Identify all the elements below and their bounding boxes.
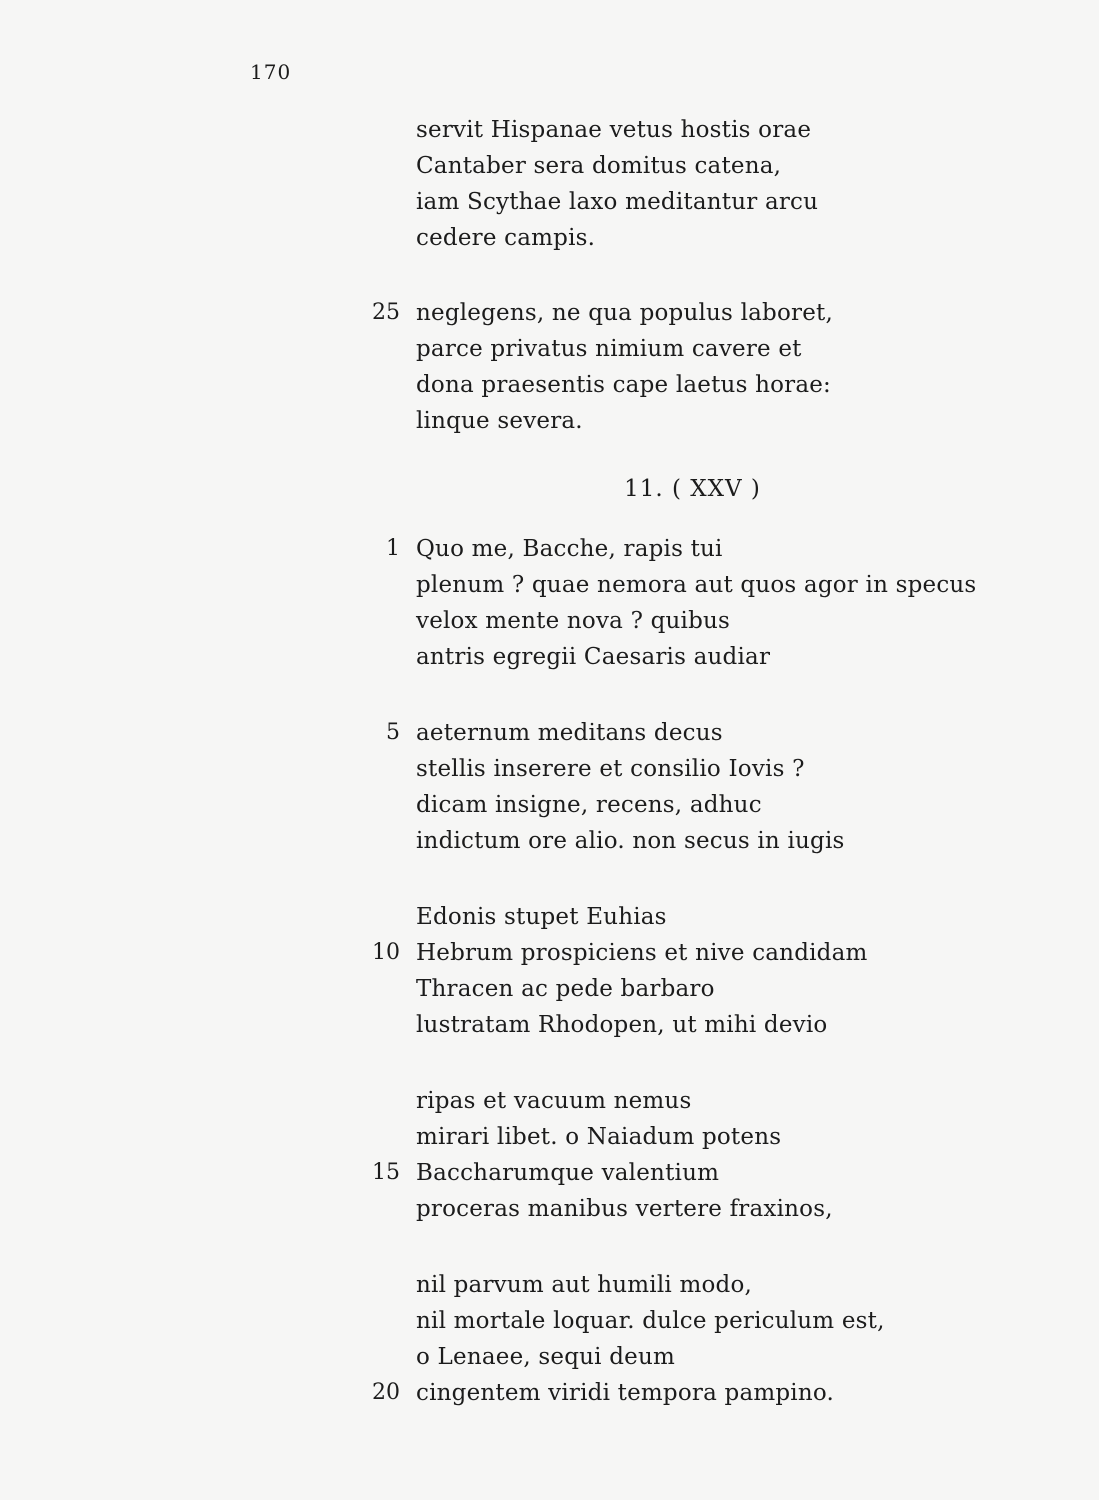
verse-line: linque severa. bbox=[416, 408, 583, 434]
verse-line: velox mente nova ? quibus bbox=[416, 608, 731, 634]
verse-line: mirari libet. o Naiadum potens bbox=[416, 1124, 782, 1150]
verse-line: lustratam Rhodopen, ut mihi devio bbox=[416, 1012, 828, 1038]
verse-line: nil mortale loquar. dulce periculum est, bbox=[416, 1308, 885, 1334]
ode-heading bbox=[0, 474, 1099, 504]
verse-line: neglegens, ne qua populus laboret, bbox=[416, 300, 833, 326]
verse-line: Hebrum prospiciens et nive candidam bbox=[416, 940, 868, 966]
verse-line: indictum ore alio. non secus in iugis bbox=[416, 828, 845, 854]
verse-line: antris egregii Caesaris audiar bbox=[416, 644, 771, 670]
verse-line: servit Hispanae vetus hostis orae bbox=[416, 117, 812, 143]
verse-line: Thracen ac pede barbaro bbox=[416, 976, 715, 1002]
line-number: 1 bbox=[386, 536, 400, 561]
line-number: 20 bbox=[372, 1380, 400, 1405]
verse-line: aeternum meditans decus bbox=[416, 720, 723, 746]
line-number: 25 bbox=[372, 300, 400, 325]
verse-line: Cantaber sera domitus catena, bbox=[416, 153, 782, 179]
verse-line: Quo me, Bacche, rapis tui bbox=[416, 536, 723, 562]
verse-line: proceras manibus vertere fraxinos, bbox=[416, 1196, 833, 1222]
verse-line: plenum ? quae nemora aut quos agor in specus bbox=[416, 572, 977, 598]
line-number: 5 bbox=[386, 720, 400, 745]
verse-line: nil parvum aut humili modo, bbox=[416, 1272, 753, 1298]
verse-line: iam Scythae laxo meditantur arcu bbox=[416, 189, 819, 215]
verse-line: dona praesentis cape laetus horae: bbox=[416, 372, 832, 398]
page-number: 170 bbox=[250, 60, 292, 84]
verse-line: o Lenaee, sequi deum bbox=[416, 1344, 675, 1370]
verse-line: Baccharumque valentium bbox=[416, 1160, 720, 1186]
ode-heading-text: 11. ( XXV ) bbox=[624, 476, 761, 502]
verse-line: stellis inserere et consilio Iovis ? bbox=[416, 756, 805, 782]
verse-line: dicam insigne, recens, adhuc bbox=[416, 792, 762, 818]
verse-line: ripas et vacuum nemus bbox=[416, 1088, 692, 1114]
verse-line: Edonis stupet Euhias bbox=[416, 904, 667, 930]
verse-line: parce privatus nimium cavere et bbox=[416, 336, 802, 362]
verse-line: cingentem viridi tempora pampino. bbox=[416, 1380, 835, 1406]
line-number: 15 bbox=[372, 1160, 400, 1185]
verse-line: cedere campis. bbox=[416, 225, 596, 251]
line-number: 10 bbox=[372, 940, 400, 965]
